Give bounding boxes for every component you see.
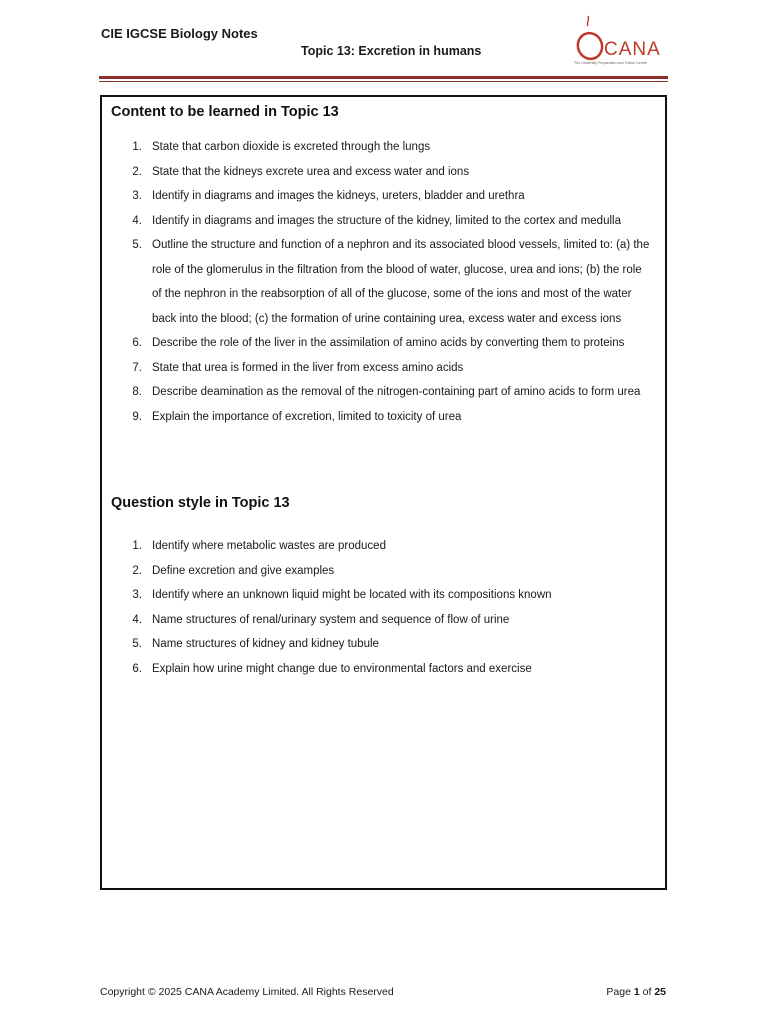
content-list (102, 135, 662, 429)
list-item-text: Name structures of renal/urinary system and sequence of flow of urine (152, 613, 510, 626)
logo-text: CANA (604, 39, 661, 60)
list-item-text: Define excretion and give examples (152, 564, 335, 577)
logo-tagline: The University Preparation and Tuition Centre (574, 61, 647, 65)
content-heading: Content to be learned in Topic 13 (111, 104, 339, 120)
list-item-text: Name structures of kidney and kidney tubule (152, 638, 379, 650)
list-item-number: 5. (132, 638, 142, 650)
list-item-text: Identify where metabolic wastes are produced (152, 540, 386, 552)
list-item-text: Identify where an unknown liquid might be located with its compositions known (152, 589, 552, 601)
list-item (102, 209, 662, 234)
list-item-number: 1. (132, 141, 142, 153)
list-item (102, 356, 662, 381)
list-item (102, 583, 662, 608)
list-item-text: Identify in diagrams and images the structure of the kidney, limited to the cortex and medulla (152, 214, 621, 227)
document-title: CIE IGCSE Biology Notes (101, 26, 258, 41)
list-item-number: 8. (132, 386, 142, 398)
header-rule (99, 76, 668, 79)
questions-heading: Question style in Topic 13 (111, 495, 290, 511)
list-item (102, 657, 662, 682)
list-item (102, 380, 662, 405)
list-item-text: Describe deamination as the removal of the nitrogen-containing part of amino acids to form urea (152, 386, 641, 398)
list-item-number: 2. (132, 564, 142, 577)
list-item (102, 608, 662, 633)
list-item-number: 5. (132, 239, 142, 251)
cana-logo-icon (570, 12, 670, 70)
list-item-text: State that urea is formed in the liver from excess amino acids (152, 361, 464, 374)
list-item (102, 135, 662, 160)
list-item-text: Describe the role of the liver in the assimilation of amino acids by converting them to proteins (152, 337, 625, 349)
page-number: Page 1 of 25 (606, 986, 666, 998)
list-item (102, 632, 662, 657)
list-item-text: Outline the structure and function of a nephron and its associated blood vessels, limited to: (a) the role of the glomerulus in the filtration from the blood of water, glucose, urea and ions; (b) the role of the nephron in the reabsorption of all of the glucose, some of the ions and most of the water back into the blood; (c) the formation of urine containing urea, excess water and excess ions (152, 239, 650, 325)
list-item (102, 559, 662, 584)
list-item-number: 7. (132, 361, 142, 374)
list-item-text: Explain the importance of excretion, limited to toxicity of urea (152, 410, 462, 423)
list-item-number: 6. (132, 337, 142, 349)
list-item (102, 233, 662, 331)
list-item-text: Identify in diagrams and images the kidneys, ureters, bladder and urethra (152, 190, 525, 202)
list-item-number: 6. (132, 662, 142, 675)
list-item-number: 1. (132, 540, 142, 552)
list-item-number: 4. (132, 214, 142, 227)
list-item (102, 405, 662, 430)
list-item-number: 3. (132, 190, 142, 202)
header-rule-thin (99, 81, 668, 82)
list-item-text: State that carbon dioxide is excreted through the lungs (152, 141, 431, 153)
list-item (102, 160, 662, 185)
list-item-number: 9. (132, 410, 142, 423)
list-item-text: State that the kidneys excrete urea and excess water and ions (152, 165, 470, 178)
list-item (102, 184, 662, 209)
list-item (102, 534, 662, 559)
questions-list (102, 534, 662, 681)
list-item-number: 2. (132, 165, 142, 178)
list-item-number: 4. (132, 613, 142, 626)
topic-title: Topic 13: Excretion in humans (301, 44, 482, 58)
list-item-number: 3. (132, 589, 142, 601)
list-item (102, 331, 662, 356)
list-item-text: Explain how urine might change due to environmental factors and exercise (152, 662, 532, 675)
copyright-text: Copyright © 2025 CANA Academy Limited. All Rights Reserved (100, 986, 394, 998)
cana-logo (570, 12, 670, 70)
content-box (100, 95, 667, 890)
